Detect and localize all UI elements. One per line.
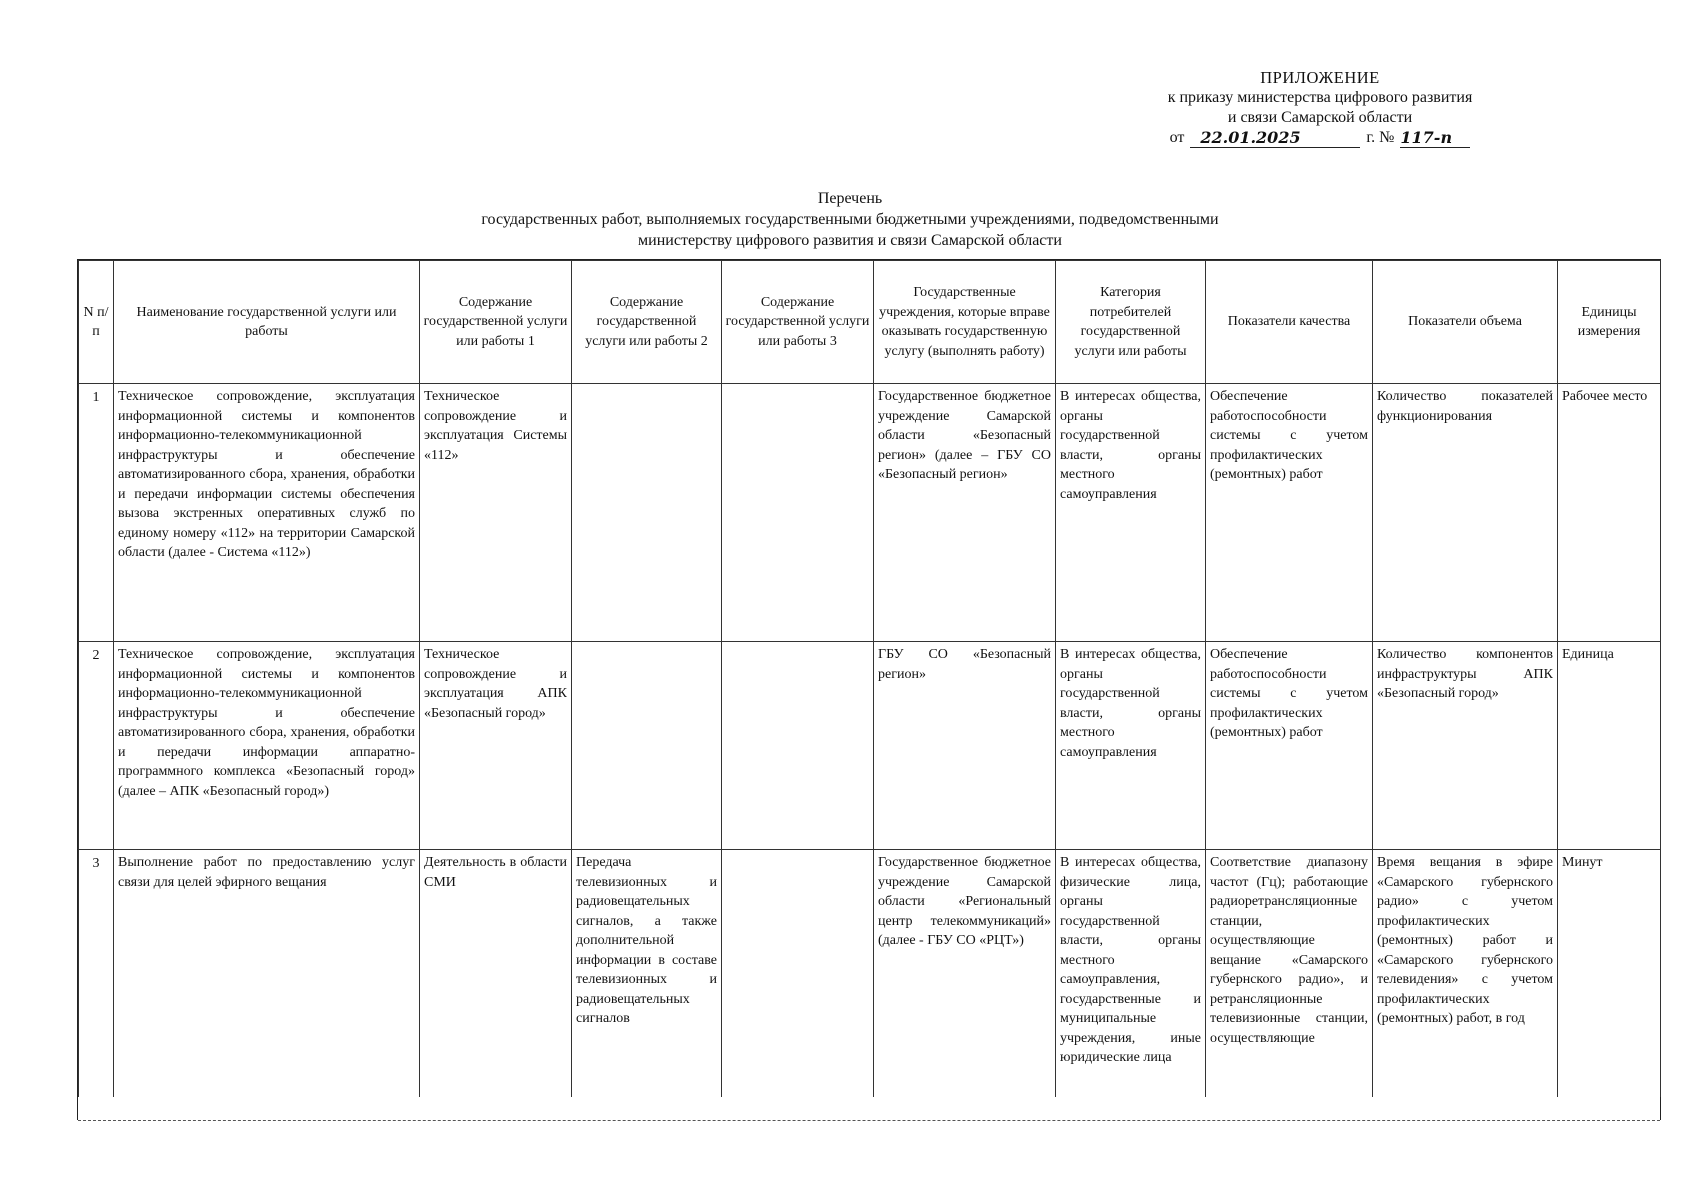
- quality-indicators: Обеспечение работоспособности системы с учетом профилактических (ремонтных) работ: [1206, 384, 1373, 642]
- header-cell: Категория потребителей государственной услуги или работы: [1056, 261, 1206, 384]
- work-content-3: [722, 384, 874, 642]
- work-content-2: Передача телевизионных и радиовещательных сигналов, а также дополнительной информации в составе телевизионных и радиовещательных сигналов: [572, 850, 722, 1098]
- row-number: 2: [79, 642, 114, 850]
- appendix-line-1: к приказу министерства цифрового развития: [1167, 89, 1473, 106]
- table-header-row: [79, 261, 1661, 384]
- appendix-line-2: и связи Самарской области: [1227, 109, 1413, 126]
- appendix-title: ПРИЛОЖЕНИЕ: [1260, 68, 1380, 87]
- handwritten-order-number: 117-п: [1400, 129, 1470, 148]
- header-cell: Наименование государственной услуги или работы: [114, 261, 420, 384]
- work-name: Техническое сопровождение, эксплуатация информационной системы и компонентов информационно-телекоммуникационной инфраструктуры и обеспечение автоматизированного сбора, хранения, обработки и передачи информации аппаратно-программного комплекса «Безопасный город» (далее – АПК «Безопасный город»): [114, 642, 420, 850]
- works-table: [78, 260, 1661, 1097]
- date-prefix: от: [1169, 129, 1185, 146]
- institution: Государственное бюджетное учреждение Самарской области «Безопасный регион» (далее – ГБУ СО «Безопасный регион»: [874, 384, 1056, 642]
- institution: ГБУ СО «Безопасный регион»: [874, 642, 1056, 850]
- quality-indicators: Обеспечение работоспособности системы с учетом профилактических (ремонтных) работ: [1206, 642, 1373, 850]
- document-title: [380, 188, 1320, 251]
- title-line-2: государственных работ, выполняемых государственными бюджетными учреждениями, подведомственными: [481, 211, 1219, 228]
- measurement-unit: Минут: [1558, 850, 1661, 1098]
- header-cell: Содержание государственной услуги или работы 1: [420, 261, 572, 384]
- handwritten-date: 22.01.2025: [1190, 129, 1360, 148]
- header-cell: Единицы измерения: [1558, 261, 1661, 384]
- measurement-unit: Рабочее место: [1558, 384, 1661, 642]
- volume-indicators: Количество компонентов инфраструктуры АПК «Безопасный город»: [1373, 642, 1558, 850]
- work-content-1: Деятельность в области СМИ: [420, 850, 572, 1098]
- work-name: Техническое сопровождение, эксплуатация информационной системы и компонентов информационно-телекоммуникационной инфраструктуры и обеспечение автоматизированного сбора, хранения, обработки и передачи информации системы обеспечения вызова экстренных оперативных служб по единому номеру «112» на территории Самарской области (далее - Система «112»): [114, 384, 420, 642]
- quality-indicators: Соответствие диапазону частот (Гц); работающие радиоретрансляционные станции, осуществляющие вещание «Самарского губернского радио», и ретрансляционные телевизионные станции, осуществляющие: [1206, 850, 1373, 1098]
- work-name: Выполнение работ по предоставлению услуг связи для целей эфирного вещания: [114, 850, 420, 1098]
- consumer-category: В интересах общества, органы государственной власти, органы местного самоуправления: [1056, 642, 1206, 850]
- table-row: [79, 642, 1661, 850]
- table-row: [79, 384, 1661, 642]
- work-content-1: Техническое сопровождение и эксплуатация АПК «Безопасный город»: [420, 642, 572, 850]
- row-number: 3: [79, 850, 114, 1098]
- number-prefix: г. №: [1366, 129, 1395, 146]
- title-line-1: Перечень: [817, 190, 883, 207]
- table-row: [79, 850, 1661, 1098]
- work-content-2: [572, 642, 722, 850]
- institution: Государственное бюджетное учреждение Самарской области «Региональный центр телекоммуникаций» (далее - ГБУ СО «РЦТ»): [874, 850, 1056, 1098]
- consumer-category: В интересах общества, органы государственной власти, органы местного самоуправления: [1056, 384, 1206, 642]
- header-cell: Государственные учреждения, которые вправе оказывать государственную услугу (выполнять работу): [874, 261, 1056, 384]
- header-cell: Показатели качества: [1206, 261, 1373, 384]
- volume-indicators: Количество показателей функционирования: [1373, 384, 1558, 642]
- order-date-line: [1130, 128, 1510, 148]
- appendix-block: [1130, 68, 1510, 148]
- volume-indicators: Время вещания в эфире «Самарского губернского радио» с учетом профилактических (ремонтных) работ и «Самарского губернского телевидения» с учетом профилактических (ремонтных) работ, в год: [1373, 850, 1558, 1098]
- measurement-unit: Единица: [1558, 642, 1661, 850]
- header-cell: Содержание государственной услуги или работы 2: [572, 261, 722, 384]
- consumer-category: В интересах общества, физические лица, органы государственной власти, органы местного самоуправления, государственные и муниципальные учреждения, иные юридические лица: [1056, 850, 1206, 1098]
- work-content-3: [722, 850, 874, 1098]
- header-cell: Показатели объема: [1373, 261, 1558, 384]
- header-cell: Содержание государственной услуги или работы 3: [722, 261, 874, 384]
- title-line-3: министерству цифрового развития и связи Самарской области: [638, 232, 1062, 249]
- work-content-3: [722, 642, 874, 850]
- row-number: 1: [79, 384, 114, 642]
- work-content-1: Техническое сопровождение и эксплуатация Системы «112»: [420, 384, 572, 642]
- work-content-2: [572, 384, 722, 642]
- header-cell: N п/п: [79, 261, 114, 384]
- works-table-container: [77, 259, 1661, 1120]
